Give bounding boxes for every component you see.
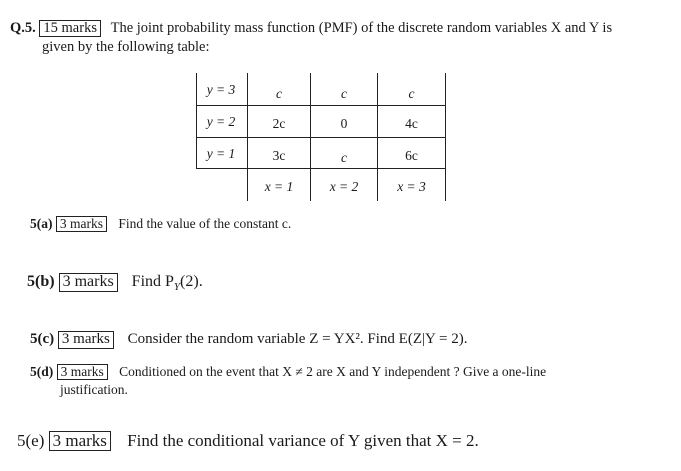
part-b-text (131, 273, 203, 294)
part-b-marks: 3 marks (59, 273, 118, 292)
col-label: x = 2 (329, 179, 359, 194)
part-d-line2: justification. (60, 382, 128, 397)
part-b-text-main: Find P (131, 273, 174, 290)
part-c-text: Consider the random variable Z = YX². Find E(Z|Y = 2). (127, 331, 468, 347)
part-a-marks: 3 marks (56, 216, 107, 232)
question-intro-line2: given by the following table: (42, 39, 210, 55)
row-label: y = 1 (206, 146, 236, 161)
col-label: x = 3 (397, 179, 426, 194)
question-marks-box: 15 marks (39, 20, 101, 37)
question-header (10, 20, 612, 37)
table-cell: c (341, 150, 347, 165)
part-d (30, 364, 546, 380)
part-e-marks: 3 marks (49, 431, 111, 451)
question-number: Q.5. (10, 20, 36, 36)
col-label: x = 1 (264, 179, 294, 194)
table-hline (196, 137, 446, 138)
part-e (17, 431, 479, 451)
part-a (30, 216, 291, 232)
row-label: y = 3 (206, 82, 236, 97)
part-b-label: 5(b) (27, 273, 55, 290)
table-cell: c (341, 86, 347, 101)
part-c-marks: 3 marks (58, 331, 114, 349)
question-intro: The joint probability mass function (PMF) of the discrete random variables X and Y is (110, 20, 613, 36)
part-e-text: Find the conditional variance of Y given that X = 2. (127, 431, 479, 450)
part-c (30, 331, 467, 349)
table-hline (196, 105, 446, 106)
table-cell: 4c (405, 116, 418, 131)
table-cell: 6c (405, 148, 418, 163)
table-cell: 0 (340, 116, 348, 131)
part-b (27, 273, 203, 293)
part-d-marks: 3 marks (57, 364, 108, 380)
table-cell: c (276, 86, 282, 101)
part-b-text-end: (2). (180, 273, 203, 290)
part-d-text: Conditioned on the event that X ≠ 2 are X and Y independent ? Give a one-line (119, 364, 547, 379)
table-cell: c (408, 86, 415, 101)
part-a-text: Find the value of the constant c. (118, 216, 292, 231)
part-c-label: 5(c) (30, 331, 55, 347)
table-hline (196, 168, 446, 169)
table-cell: 2c (272, 116, 286, 131)
part-a-label: 5(a) (30, 216, 53, 231)
table-cell: 3c (272, 148, 286, 163)
part-b-sub: Y (173, 281, 181, 294)
row-label: y = 2 (206, 114, 236, 129)
part-d-label: 5(d) (30, 364, 54, 379)
part-e-label: 5(e) (17, 431, 45, 450)
